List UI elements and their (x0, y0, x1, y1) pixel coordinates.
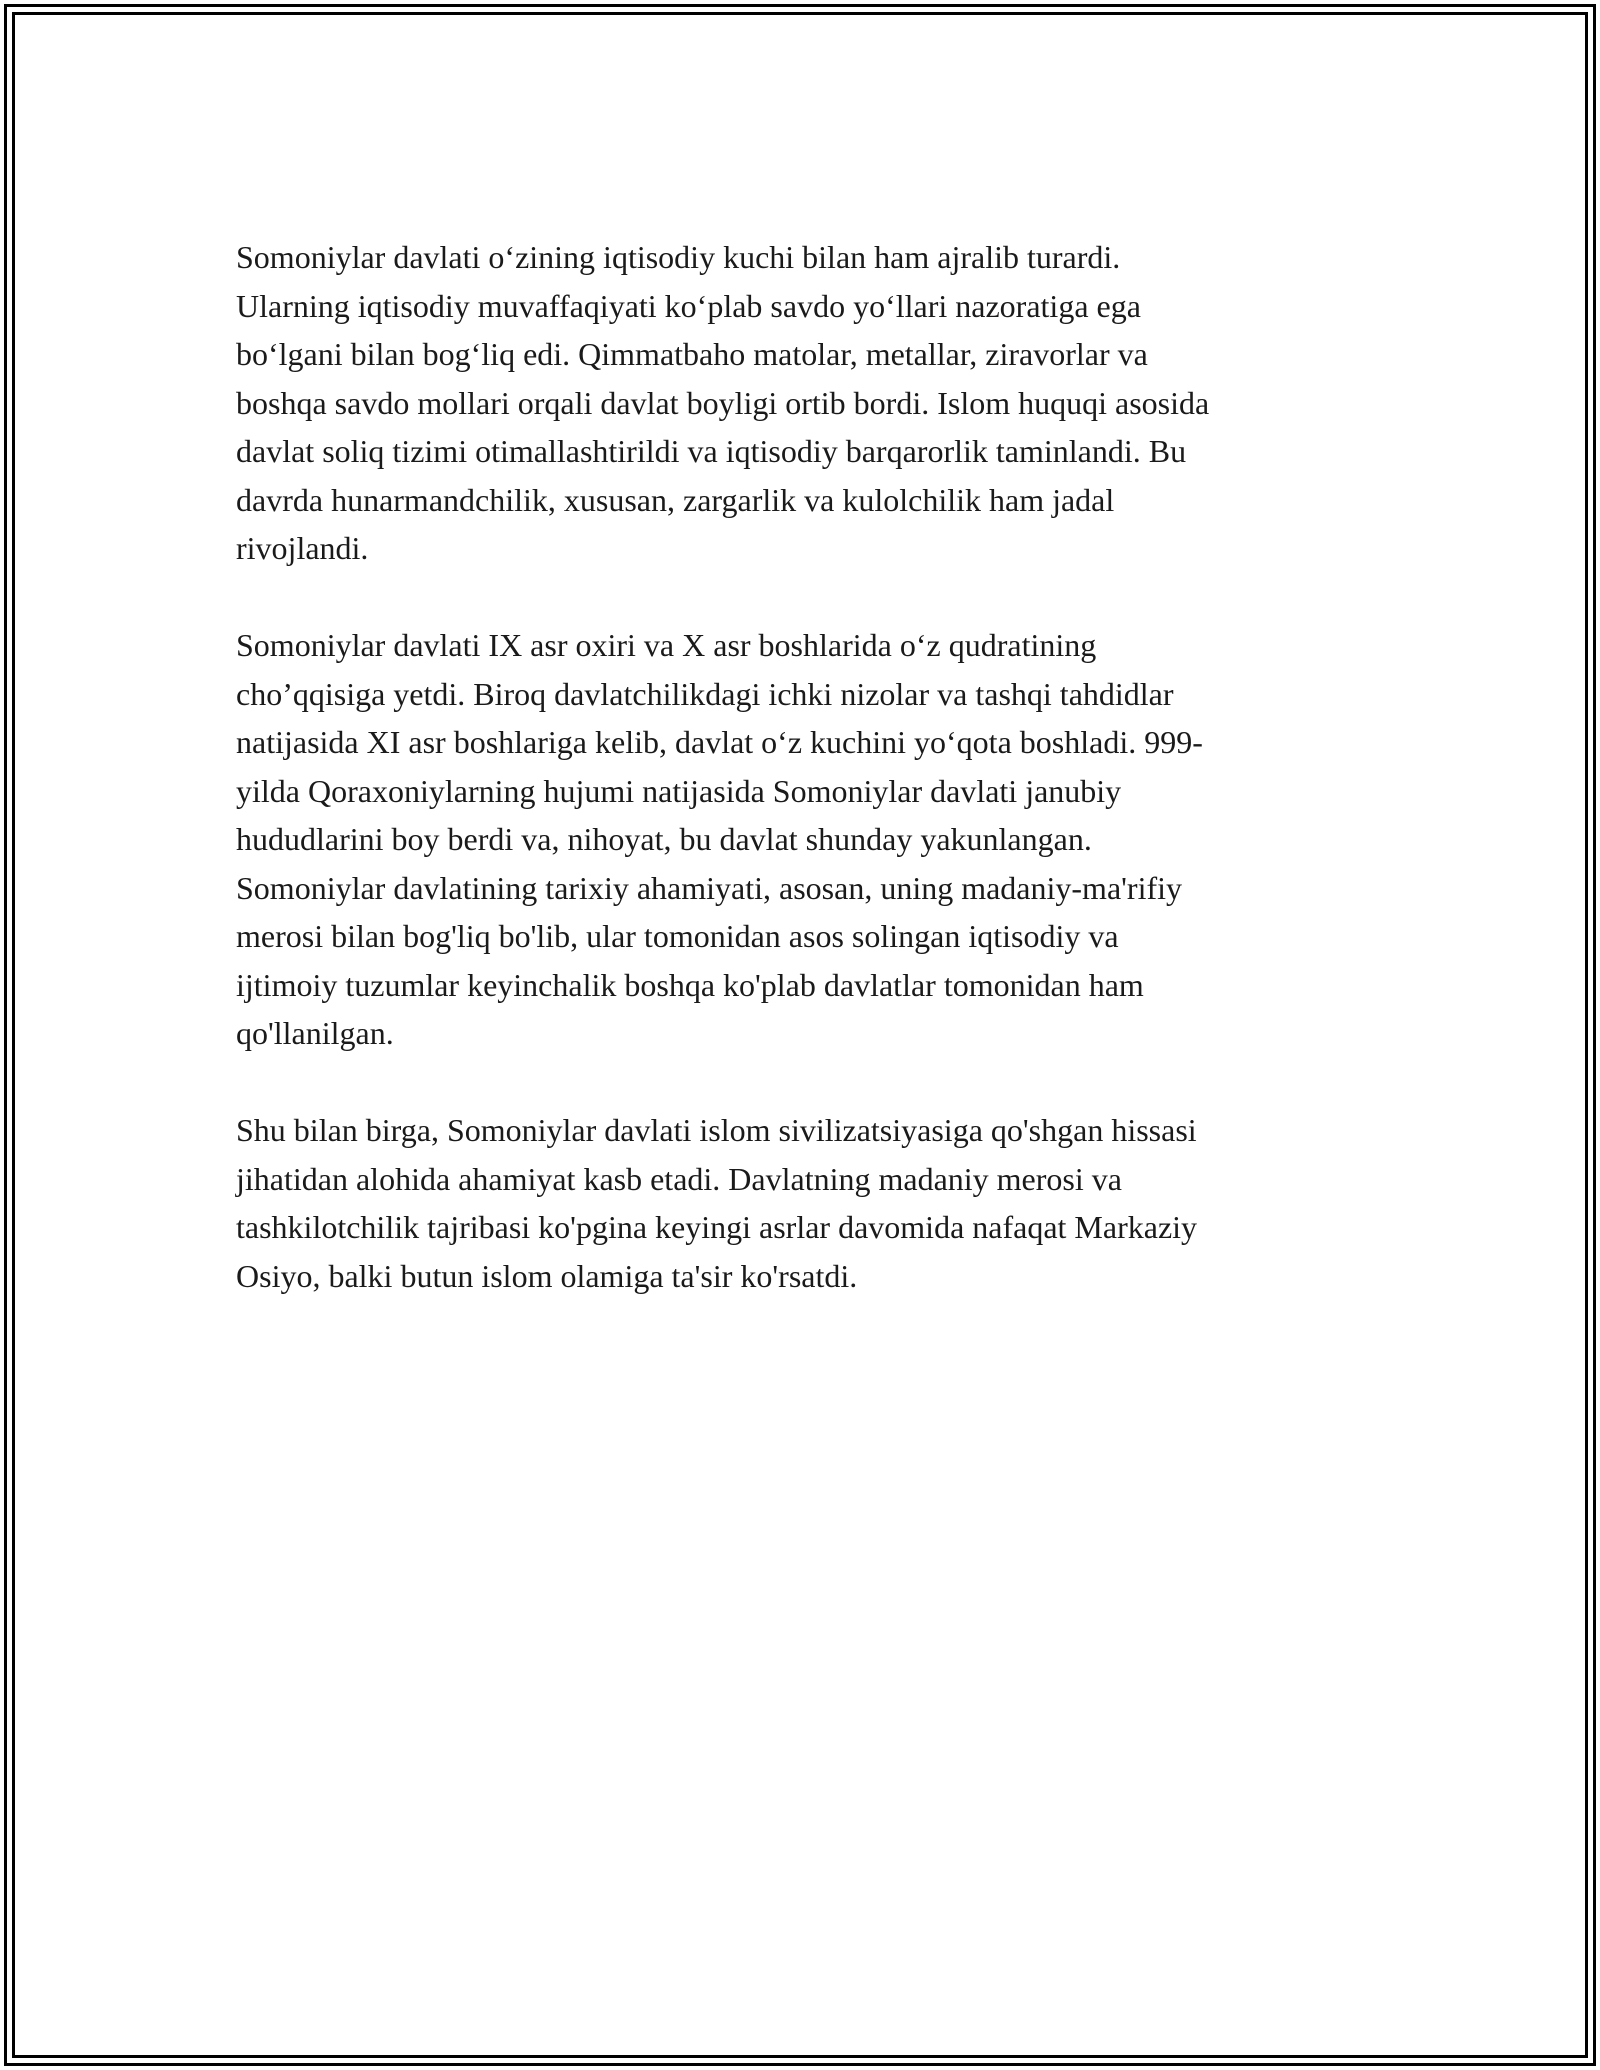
text-line: cho’qqisiga yetdi. Biroq davlatchilikdagi ichki nizolar va tashqi tahdidlar (236, 675, 1174, 712)
paragraph-legacy (236, 1106, 1361, 1300)
text-line: Osiyo, balki butun islom olamiga ta'sir ko'rsatdi. (236, 1257, 858, 1294)
text-line: Somoniylar davlatining tarixiy ahamiyati, asosan, uning madaniy-ma'rifiy (236, 869, 1182, 906)
document-body (236, 233, 1361, 1349)
text-line: Somoniylar davlati IX asr oxiri va X asr boshlarida o‘z qudratining (236, 627, 1097, 663)
text-line: qo'llanilgan. (236, 1015, 394, 1051)
text-line: natijasida XI asr boshlariga kelib, davlat o‘z kuchini yo‘qota boshladi. 999- (236, 724, 1203, 760)
text-line: davrda hunarmandchilik, xususan, zargarlik va kulolchilik ham jadal (236, 481, 1115, 518)
paragraph-economy (236, 233, 1361, 573)
text-line: tashkilotchilik tajribasi ko'pgina keyingi asrlar davomida nafaqat Markaziy (236, 1209, 1198, 1245)
text-line: davlat soliq tizimi otimallashtirildi va iqtisodiy barqarorlik taminlandi. Bu (236, 433, 1187, 469)
text-line: yilda Qoraxoniylarning hujumi natijasida Somoniylar davlati janubiy (236, 772, 1122, 809)
text-line: hududlarini boy berdi va, nihoyat, bu davlat shunday yakunlangan. (236, 821, 1092, 857)
text-line: ijtimoiy tuzumlar keyinchalik boshqa ko'plab davlatlar tomonidan ham (236, 966, 1144, 1003)
text-line: Somoniylar davlati o‘zining iqtisodiy kuchi bilan ham ajralib turardi. (236, 239, 1121, 275)
text-line: boshqa savdo mollari orqali davlat boyligi ortib bordi. Islom huquqi asosida (236, 384, 1210, 421)
text-line: Ularning iqtisodiy muvaffaqiyati ko‘plab savdo yo‘llari nazoratiga ega (236, 287, 1141, 324)
text-line: rivojlandi. (236, 530, 369, 566)
paragraph-decline (236, 621, 1361, 1058)
text-line: Shu bilan birga, Somoniylar davlati islom sivilizatsiyasiga qo'shgan hissasi (236, 1112, 1197, 1148)
text-line: bo‘lgani bilan bog‘liq edi. Qimmatbaho matolar, metallar, ziravorlar va (236, 336, 1148, 372)
text-line: merosi bilan bog'liq bo'lib, ular tomonidan asos solingan iqtisodiy va (236, 918, 1119, 954)
text-line: jihatidan alohida ahamiyat kasb etadi. Davlatning madaniy merosi va (236, 1160, 1122, 1197)
